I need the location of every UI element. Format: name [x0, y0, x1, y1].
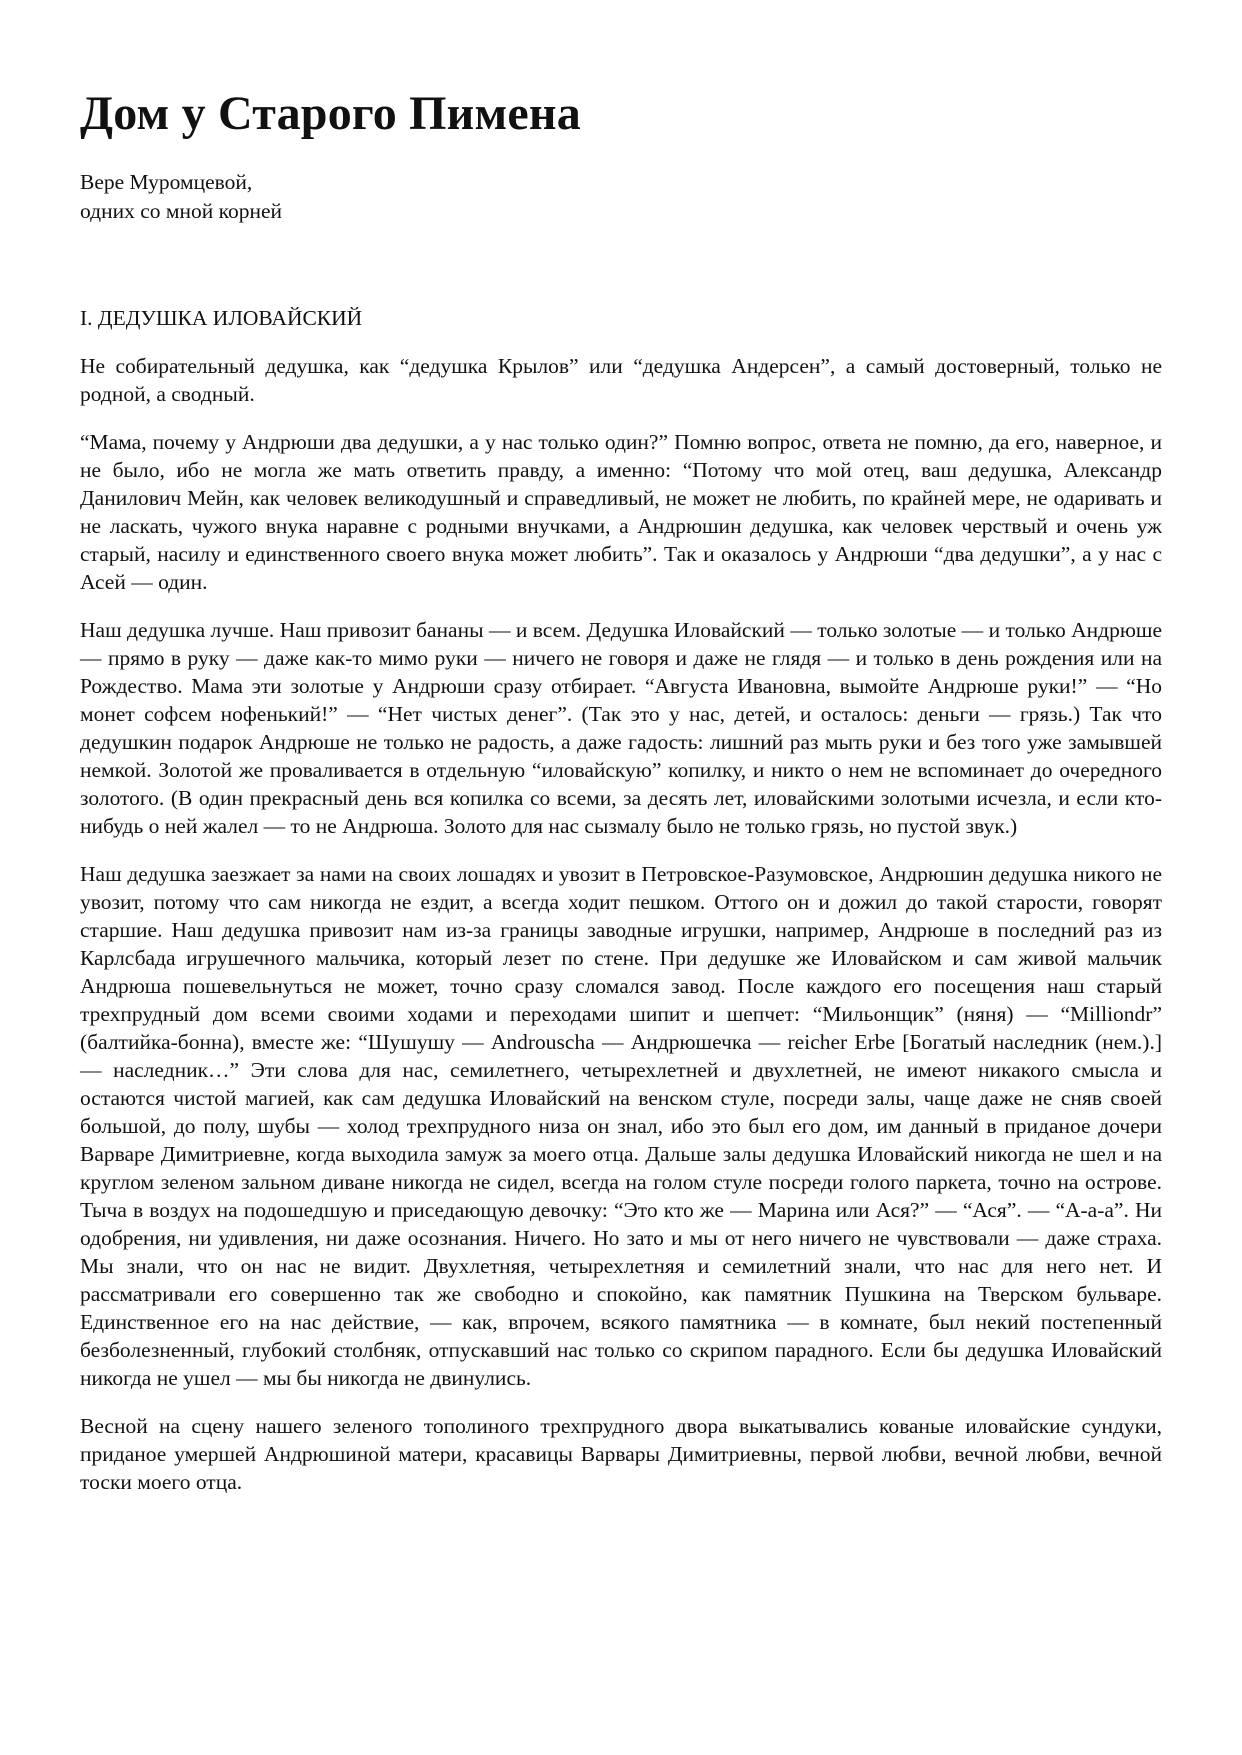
document-page — [80, 86, 1162, 1516]
paragraph-2: “Мама, почему у Андрюши два дедушки, а у нас только один?” Помню вопрос, ответа не помню, да его, наверное, и не было, ибо не могла же мать ответить правду, а именно: “Потому что мой отец, ваш дедушка, Александр Данилович Мейн, как человек великодушный и справедливый, не может не любить, по крайней мере, не одаривать и не ласкать, чужого внука наравне с родными внучками, а Андрюшин дедушка, как человек черствый и очень уж старый, насилу и единственного своего внука может любить”. Так и оказалось у Андрюши “два дедушки”, а у нас с Асей — один. — [80, 430, 1162, 594]
chapter-heading: I. ДЕДУШКА ИЛОВАЙСКИЙ — [80, 306, 363, 330]
paragraph-1: Не собирательный дедушка, как “дедушка Крылов” или “дедушка Андерсен”, а самый достоверный, только не родной, а сводный. — [80, 354, 1162, 406]
dedication-line-2: одних со мной корней — [80, 199, 283, 223]
paragraph-5: Весной на сцену нашего зеленого тополиного трехпрудного двора выкатывались кованые иловайские сундуки, приданое умершей Андрюшиной матери, красавицы Варвары Димитриевны, первой любви, вечной любви, вечной тоски моего отца. — [80, 1414, 1162, 1494]
paragraph-4: Наш дедушка заезжает за нами на своих лошадях и увозит в Петровское-Разумовское, Андрюшин дедушка никого не увозит, потому что сам никогда не ездит, а всегда ходит пешком. Оттого он и дожил до такой старости, говорят старшие. Наш дедушка привозит нам из-за границы заводные игрушки, например, Андрюше в последний раз из Карлсбада игрушечного мальчика, который лезет по стене. При дедушке же Иловайском и сам живой мальчик Андрюша пошевельнуться не может, точно сразу сломался завод. После каждого его посещения наш старый трехпрудный дом всеми своими ходами и переходами шипит и шепчет: “Мильонщик” (няня) — “Milliondr” (балтийка-бонна), вместе же: “Шушушу — Androuscha — Андрюшечка — reicher Erbe [Богатый наследник (нем.).] — наследник…” Эти слова для нас, семилетнего, четырехлетней и двухлетней, не имеют никакого смысла и остаются чистой магией, как сам дедушка Иловайский на венском стуле, посреди залы, чаще даже не сняв своей большой, до полу, шубы — холод трехпрудного низа он знал, ибо это был его дом, им данный в приданое дочери Варваре Димитриевне, когда выходила замуж за моего отца. Дальше залы дедушка Иловайский никогда не шел и на круглом зеленом зальном диване никогда не сидел, всегда на голом стуле посреди голого паркета, точно на острове. Тыча в воздух на подошедшую и приседающую девочку: “Это кто же — Марина или Ася?” — “Ася”. — “А-а-а”. Ни одобрения, ни удивления, ни даже осознания. Ничего. Но зато и мы от него ничего не чувствовали — даже страха. Мы знали, что он нас не видит. Двухлетняя, четырехлетняя и семилетний знали, что нас для него нет. И рассматривали его совершенно так же свободно и спокойно, как памятник Пушкина на Тверском бульваре. Единственное его на нас действие, — как, впрочем, всякого памятника — в комнате, был некий постепенный безболезненный, глубокий столбняк, отпускавший нас только со скрипом парадного. Если бы дедушка Иловайский никогда не ушел — мы бы никогда не двинулись. — [80, 862, 1162, 1390]
document-title: Дом у Старого Пимена — [80, 87, 581, 140]
dedication — [80, 168, 1162, 226]
dedication-line-1: Вере Муромцевой, — [80, 170, 253, 194]
paragraph-3: Наш дедушка лучше. Наш привозит бананы — и всем. Дедушка Иловайский — только золотые — и только Андрюше — прямо в руку — даже как-то мимо руки — ничего не говоря и даже не глядя — и только в день рождения или на Рождество. Мама эти золотые у Андрюши сразу отбирает. “Августа Ивановна, вымойте Андрюше руки!” — “Но монет софсем нофенький!” — “Нет чистых денег”. (Так это у нас, детей, и осталось: деньги — грязь.) Так что дедушкин подарок Андрюше не только не радость, а даже гадость: лишний раз мыть руки и без того уже замывшей немкой. Золотой же проваливается в отдельную “иловайскую” копилку, и никто о нем не вспоминает до очередного золотого. (В один прекрасный день вся копилка со всеми, за десять лет, иловайскими золотыми исчезла, и если кто-нибудь о ней жалел — то не Андрюша. Золото для нас сызмалу было не только грязь, но пустой звук.) — [80, 618, 1162, 838]
